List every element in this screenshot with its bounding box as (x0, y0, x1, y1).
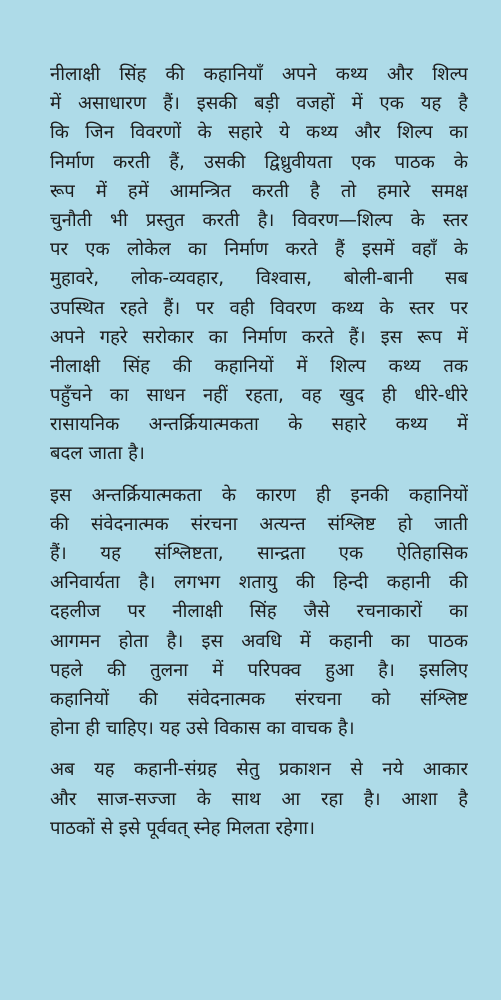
text-line: आगमन होता है। इस अवधि में कहानी का पाठक (50, 630, 468, 652)
text-line: चुनौती भी प्रस्तुत करती है। विवरण—शिल्प के स्तर (50, 209, 468, 231)
text-line: पहले की तुलना में परिपक्व हुआ है। इसलिए (50, 659, 468, 681)
text-line: हैं। यह संश्लिष्टता, सान्द्रता एक ऐतिहासिक (50, 543, 468, 564)
text-line: और साज-सज्जा के साथ आ रहा है। आशा है (50, 788, 468, 810)
back-cover-text (50, 60, 468, 843)
text-line: दहलीज पर नीलाक्षी सिंह जैसे रचनाकारों का (50, 601, 468, 623)
text-line: कहानियों की संवेदनात्मक संरचना को संश्लिष्ट (50, 688, 468, 710)
text-line: अपने गहरे सरोकार का निर्माण करते हैं। इस रूप में (50, 326, 468, 348)
text-line: मुहावरे, लोक-व्यवहार, विश्वास, बोली-बानी सब (50, 268, 468, 290)
text-line: नीलाक्षी सिंह की कहानियाँ अपने कथ्य और शिल्प (50, 64, 468, 85)
text-line: कि जिन विवरणों के सहारे ये कथ्य और शिल्प का (50, 122, 468, 144)
text-line: नीलाक्षी सिंह की कहानियों में शिल्प कथ्य तक (50, 355, 468, 377)
paragraph-1 (50, 60, 468, 469)
text-line: निर्माण करती हैं, उसकी द्विध्रुवीयता एक पाठक के (50, 151, 468, 173)
text-line: इस अन्तर्क्रियात्मकता के कारण ही इनकी कहानियों (50, 484, 468, 506)
text-line: पाठकों से इसे पूर्ववत् स्नेह मिलता रहेगा। (50, 817, 315, 839)
paragraph-2 (50, 481, 468, 744)
text-line: अनिवार्यता है। लगभग शतायु की हिन्दी कहानी की (50, 572, 468, 594)
paragraph-3 (50, 755, 468, 843)
text-line: बदल जाता है। (50, 443, 145, 465)
text-line: उपस्थित रहते हैं। पर वही विवरण कथ्य के स्तर पर (50, 297, 468, 319)
text-line: रासायनिक अन्तर्क्रियात्मकता के सहारे कथ्य में (50, 414, 468, 436)
text-line: होना ही चाहिए। यह उसे विकास का वाचक है। (50, 718, 355, 740)
text-line: रूप में हमें आमन्त्रित करती है तो हमारे समक्ष (50, 180, 468, 202)
text-line: पर एक लोकेल का निर्माण करते हैं इसमें वहाँ के (50, 239, 468, 261)
text-line: में असाधारण हैं। इसकी बड़ी वजहों में एक यह है (50, 93, 468, 115)
text-line: की संवेदनात्मक संरचना अत्यन्त संश्लिष्ट हो जाती (50, 513, 468, 535)
text-line: पहुँचने का साधन नहीं रहता, वह खुद ही धीरे-धीरे (50, 385, 468, 407)
text-line: अब यह कहानी-संग्रह सेतु प्रकाशन से नये आकार (50, 759, 468, 781)
